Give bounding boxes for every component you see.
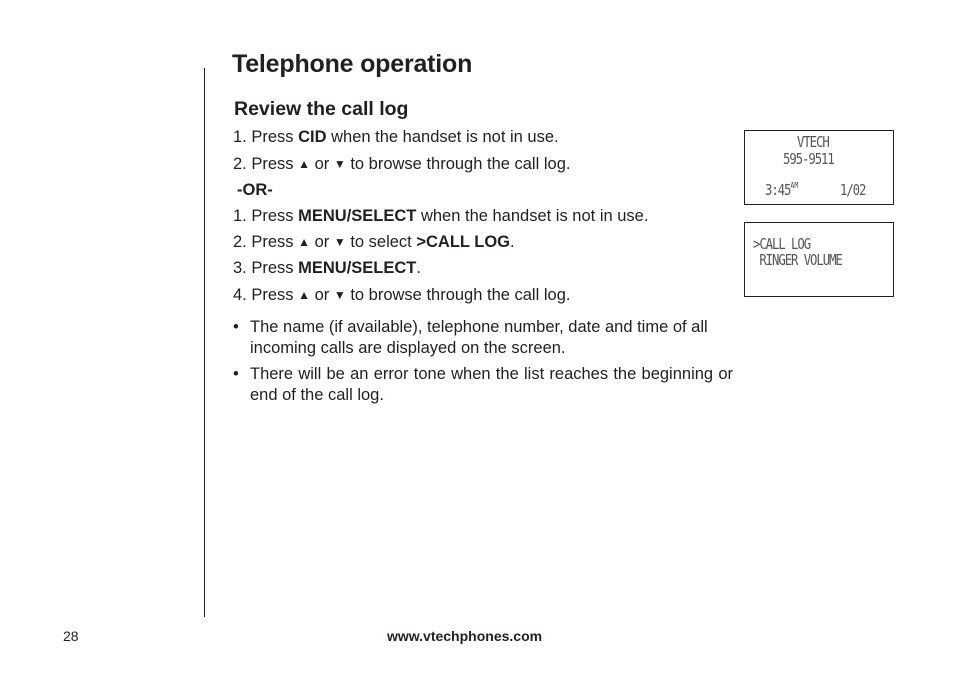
or-separator: -OR- <box>237 181 273 199</box>
up-arrow-icon: ▲ <box>298 157 310 171</box>
down-arrow-icon: ▼ <box>333 288 346 302</box>
section-title: Review the call log <box>234 98 409 120</box>
bullet-icon: • <box>233 365 239 383</box>
bullet-item: • The name (if available), telephone number, date and time of all incoming calls are displayed on the screen. <box>233 318 708 357</box>
lcd-screen-menu: >CALL LOG RINGER VOLUME <box>744 222 894 297</box>
down-arrow-icon: ▼ <box>333 157 346 171</box>
step-a1: 1. Press CID when the handset is not in use. <box>233 128 559 146</box>
bullet-item: • There will be an error tone when the list reaches the beginning or end of the call log. <box>233 365 733 404</box>
step-a2: 2. Press ▲ or ▼ to browse through the call log. <box>233 155 571 173</box>
up-arrow-icon: ▲ <box>298 288 310 302</box>
bullet-icon: • <box>233 318 239 336</box>
step-b2: 2. Press ▲ or ▼ to select >CALL LOG. <box>233 233 515 251</box>
down-arrow-icon: ▼ <box>333 235 346 249</box>
step-b1: 1. Press MENU/SELECT when the handset is not in use. <box>233 207 649 225</box>
page-number: 28 <box>63 628 79 644</box>
lcd-screen-caller-id: VTECH 595-9511 $3:45^{AM}$ 1/02 <box>744 130 894 205</box>
step-b4: 4. Press ▲ or ▼ to browse through the call log. <box>233 286 571 304</box>
key-cid: CID <box>298 128 327 146</box>
footer-url: www.vtechphones.com <box>387 628 543 644</box>
up-arrow-icon: ▲ <box>298 235 310 249</box>
page-title: Telephone operation <box>232 50 473 78</box>
step-b3: 3. Press MENU/SELECT. <box>233 259 421 277</box>
vertical-divider <box>204 68 205 617</box>
